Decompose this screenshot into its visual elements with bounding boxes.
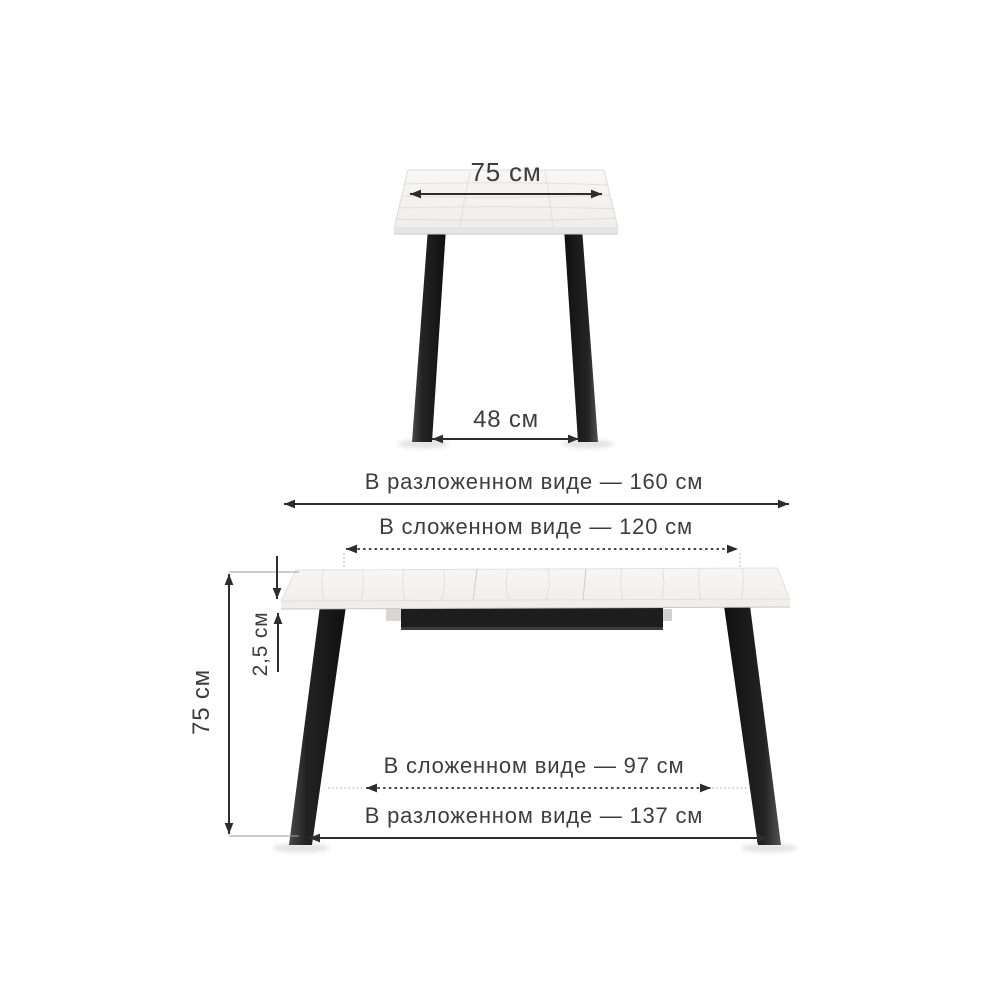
side-view <box>188 469 797 853</box>
side-view-thickness-dimension <box>249 556 278 676</box>
end-view-width-label: 75 см <box>470 157 542 187</box>
side-view-unfolded-length-dimension <box>284 469 789 504</box>
end-view-tabletop-edge <box>394 228 618 234</box>
side-view-tabletop <box>281 568 790 601</box>
end-view-leg-span-label: 48 см <box>473 406 539 433</box>
side-view-folded-span-dimension <box>328 753 750 788</box>
side-view-thickness-label: 2,5 см <box>249 611 272 677</box>
side-view-apron-lower-edge <box>401 627 663 630</box>
side-view-left-leg <box>289 606 346 845</box>
side-view-apron <box>401 607 663 630</box>
side-view-unfolded-span-dimension <box>309 803 768 838</box>
side-view-height-dimension <box>188 572 299 836</box>
side-view-folded-length-label: В сложенном виде — 120 см <box>379 514 693 539</box>
end-view-right-leg <box>564 228 598 442</box>
side-view-folded-length-dimension <box>344 514 740 569</box>
side-view-right-leg <box>724 606 781 845</box>
side-view-unfolded-span-label: В разложенном виде — 137 см <box>364 803 704 828</box>
side-view-unfolded-length-label: В разложенном виде — 160 см <box>364 469 704 494</box>
end-view-left-leg <box>412 228 446 442</box>
end-view-leg-span-dimension <box>432 406 579 439</box>
side-view-folded-span-label: В сложенном виде — 97 см <box>383 753 685 778</box>
side-view-height-label: 75 см <box>188 669 215 735</box>
end-view <box>394 157 620 449</box>
